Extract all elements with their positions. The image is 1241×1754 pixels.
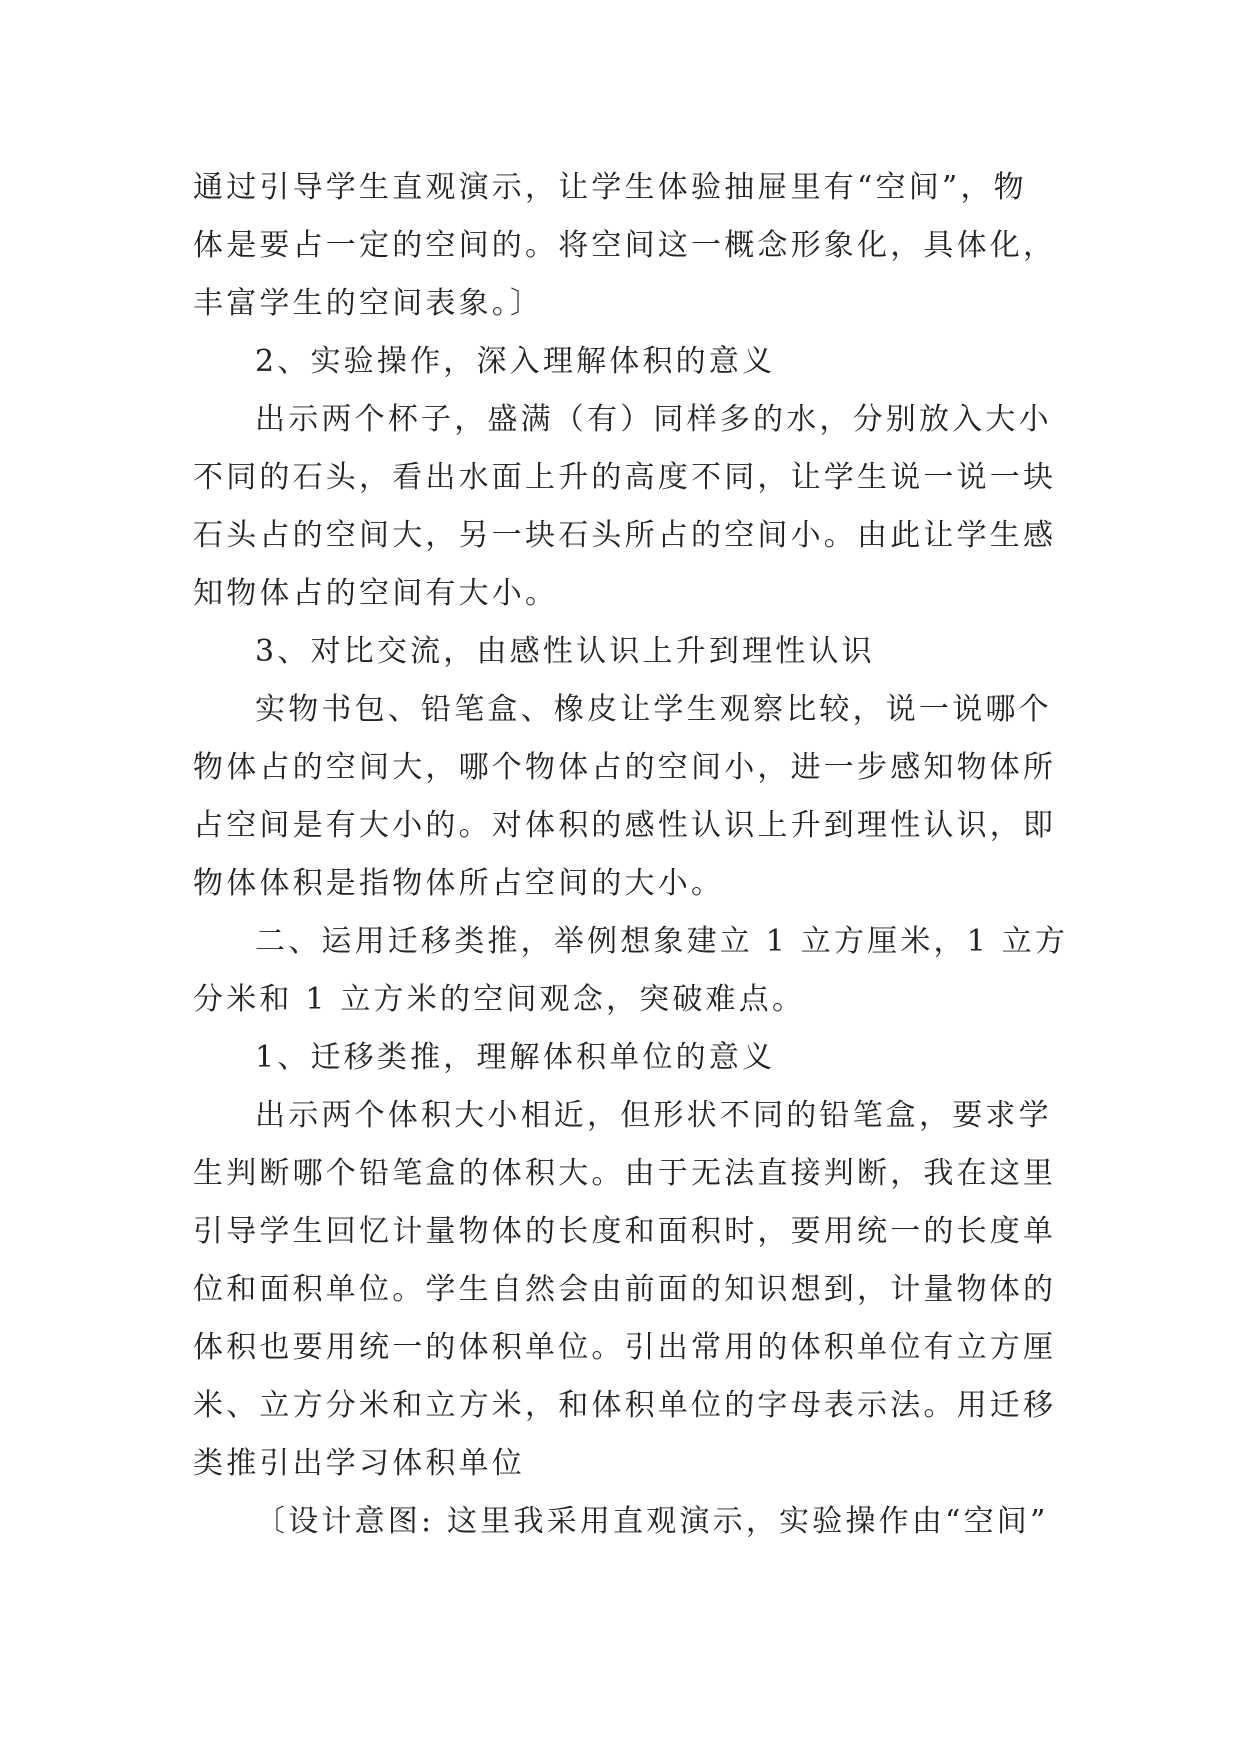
text-line: 实物书包、铅笔盒、橡皮让学生观察比较，说一说哪个 (255, 692, 1052, 727)
text-line: 位和面积单位。学生自然会由前面的知识想到，计量物体的 (193, 1272, 1057, 1307)
text-line: 物体体积是指物体所占空间的大小。 (193, 866, 725, 901)
section-heading: 2、实验操作，深入理解体积的意义 (255, 344, 776, 379)
section-heading: 3、对比交流，由感性认识上升到理性认识 (255, 634, 875, 669)
text-line: 引导学生回忆计量物体的长度和面积时，要用统一的长度单 (193, 1214, 1057, 1249)
text-line: 〔设计意图: 这里我采用直观演示，实验操作由“空间” (255, 1504, 1049, 1539)
text-line: 通过引导学生直观演示，让学生体验抽屉里有“空间”，物 (193, 170, 1027, 205)
text-line: 占空间是有大小的。对体积的感性认识上升到理性认识，即 (193, 808, 1057, 843)
section-heading: 1、迁移类推，理解体积单位的意义 (255, 1040, 776, 1075)
text-line: 类推引出学习体积单位 (193, 1446, 525, 1481)
text-line: 出示两个体积大小相近，但形状不同的铅笔盒，要求学 (255, 1098, 1052, 1133)
text-line: 知物体占的空间有大小。 (193, 576, 559, 611)
section-heading: 二、运用迁移类推，举例想象建立 1 立方厘米，1 立方 (255, 924, 1069, 959)
text-line: 米、立方分米和立方米，和体积单位的字母表示法。用迁移 (193, 1388, 1057, 1423)
text-line: 物体占的空间大，哪个物体占的空间小，进一步感知物体所 (193, 750, 1057, 785)
text-line: 不同的石头，看出水面上升的高度不同，让学生说一说一块 (193, 460, 1057, 495)
text-line: 体是要占一定的空间的。将空间这一概念形象化，具体化， (193, 228, 1057, 263)
text-line: 体积也要用统一的体积单位。引出常用的体积单位有立方厘 (193, 1330, 1057, 1365)
text-line: 生判断哪个铅笔盒的体积大。由于无法直接判断，我在这里 (193, 1156, 1057, 1191)
text-line: 丰富学生的空间表象。〕 (193, 286, 544, 321)
text-line: 出示两个杯子，盛满（有）同样多的水，分别放入大小 (255, 402, 1052, 437)
text-line: 分米和 1 立方米的空间观念，突破难点。 (193, 982, 806, 1017)
text-line: 石头占的空间大，另一块石头所占的空间小。由此让学生感 (193, 518, 1057, 553)
